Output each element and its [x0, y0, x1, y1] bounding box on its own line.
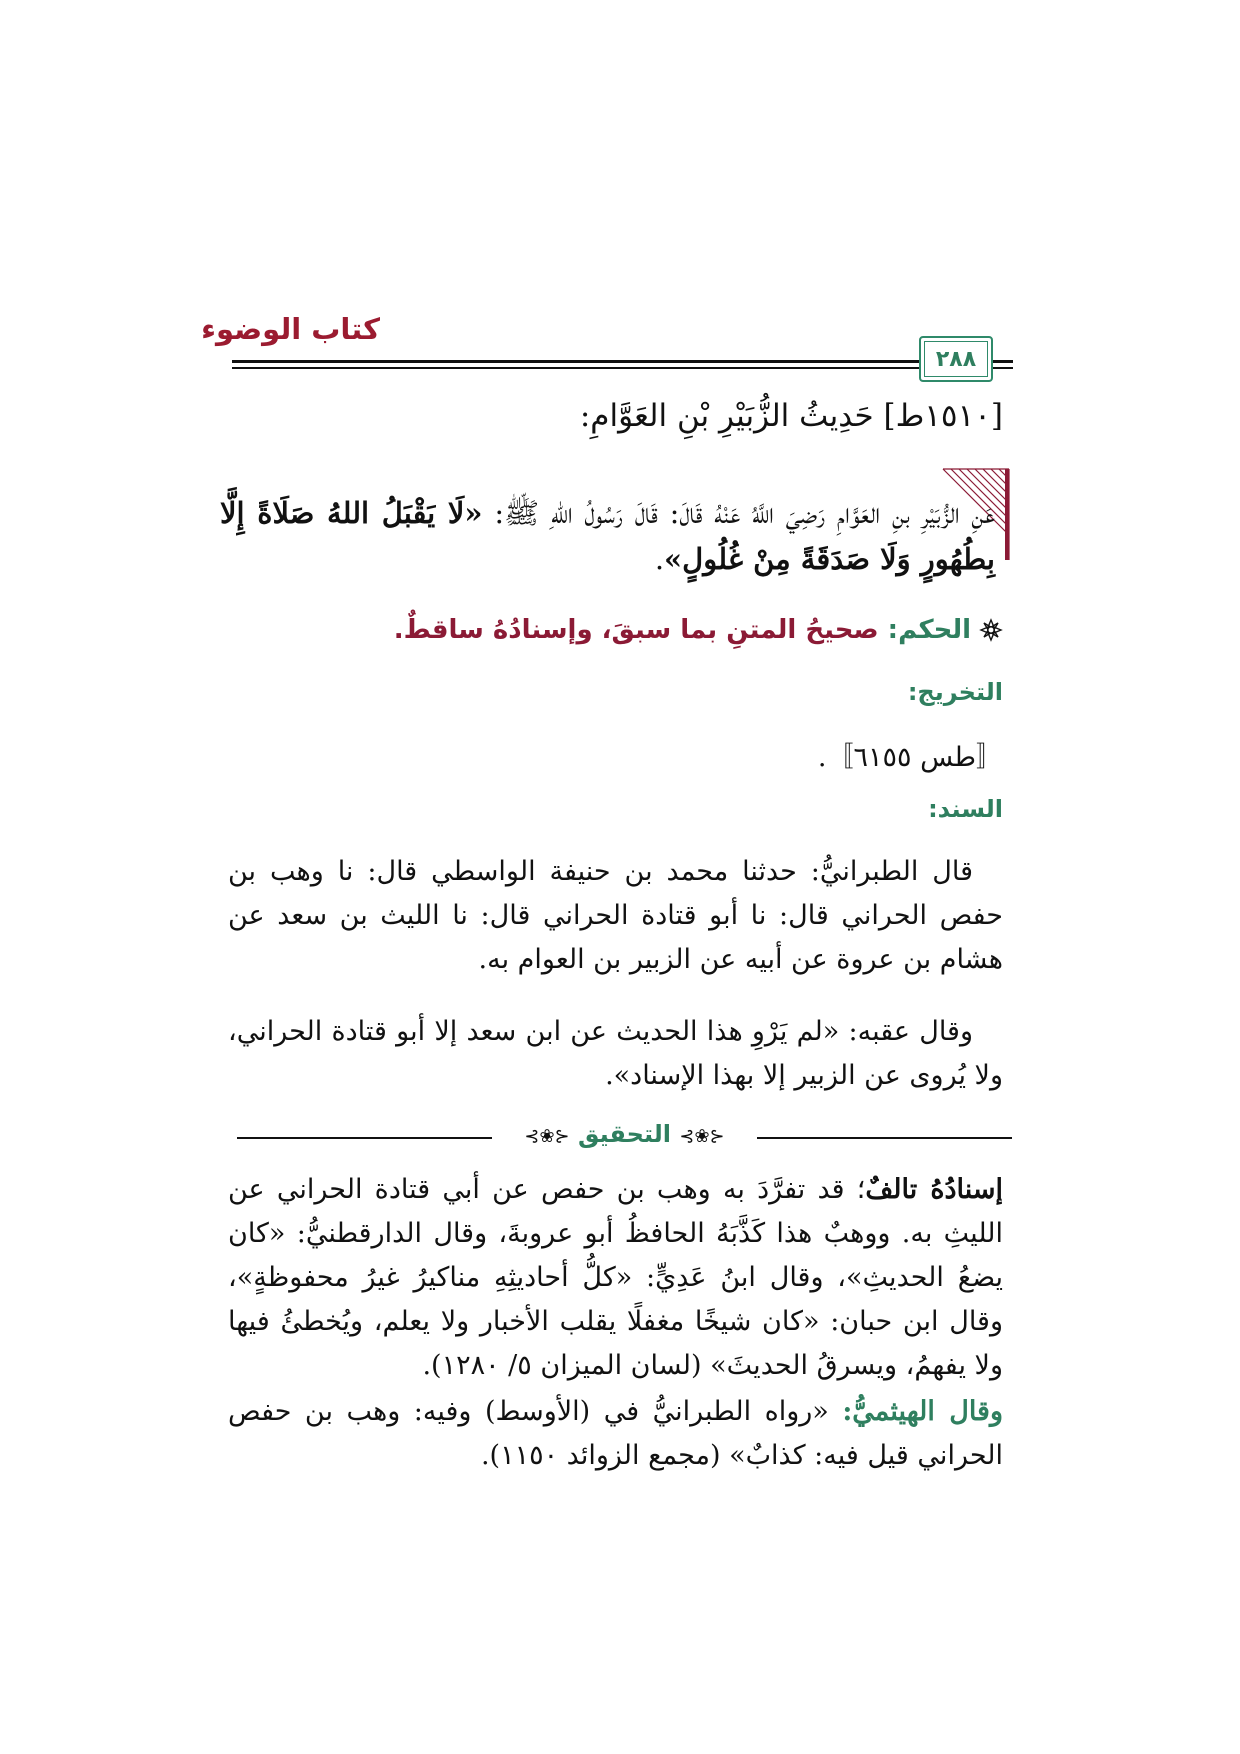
- haythami-lead: وقال الهيثميُّ:: [842, 1396, 1003, 1427]
- tahqiq-paragraph-2: [228, 1390, 1003, 1478]
- page-number: ٢٨٨: [935, 346, 977, 372]
- ruling: [394, 615, 1003, 645]
- header-rule: [232, 360, 1013, 363]
- hadith-narration: عَنِ الزُّبَيْرِ بنِ العَوَّامِ رَضِيَ اللَّهُ عَنْهُ قَالَ: قَالَ رَسُولُ اللهِ ﷺ:: [482, 496, 996, 530]
- tahqiq-paragraph-1: [228, 1168, 1003, 1388]
- sanad-heading: السند:: [928, 795, 1003, 823]
- ruling-value: صحيحُ المتنِ بما سبقَ، وإسنادُهُ ساقطٌ.: [393, 615, 879, 645]
- hadith-prophetic-words: «لَا يَقْبَلُ اللهُ صَلَاةً إِلَّا بِطُهُورٍ وَلَا صَدَقَةً مِنْ غُلُولٍ»: [220, 496, 995, 576]
- tahqiq-divider: [237, 1120, 1012, 1152]
- hadith-title-text: حَدِيثُ الزُّبَيْرِ بْنِ العَوَّامِ:: [579, 398, 874, 434]
- tahqiq-paragraph-1-text: ؛ قد تفرَّدَ به وهب بن حفص عن أبي قتادة الحراني عن الليثِ به. ووهبٌ هذا كَذَّبَهُ الحافظُ أبو عروبةَ، وقال الدارقطنيُّ: «كان يضعُ الحديثِ»، وقال ابنُ عَدِيٍّ: «كلُّ أحاديثِهِ مناكيرُ غيرُ محفوظةٍ»، وقال ابن حبان: «كان شيخًا مغفلًا يقلب الأخبار ولا يعلم، ويُخطئُ فيها ولا يفهمُ، ويسرقُ الحديثَ» (لسان الميزان ٥/ ١٢٨٠).: [228, 1174, 1003, 1381]
- ornament-right-icon: ⊰❀⊱: [679, 1126, 725, 1147]
- tahqiq-paragraph-2-text: «رواه الطبرانيُّ في (الأوسط) وفيه: وهب بن حفص الحراني قيل فيه: كذابٌ» (مجمع الزوائد ١١٥٠).: [228, 1396, 1003, 1471]
- takhrij-heading: التخريج:: [907, 678, 1003, 706]
- hadith-title: [580, 398, 1003, 434]
- sanad-paragraph-2: وقال عقبه: «لم يَرْوِ هذا الحديث عن ابن سعد إلا أبو قتادة الحراني، ولا يُروى عن الزبير إلا بهذا الإسناد».: [228, 1016, 1003, 1091]
- page-number-box: [919, 336, 993, 382]
- hadith-text: [220, 490, 995, 582]
- running-title: كتاب الوضوء: [201, 312, 380, 346]
- ornament-left-icon: ⊰❀⊱: [524, 1126, 570, 1147]
- flower-ornament-icon: [979, 618, 1003, 642]
- tahqiq-heading-wrap: [237, 1120, 1012, 1148]
- sanad-paragraph-1: قال الطبرانيُّ: حدثنا محمد بن حنيفة الواسطي قال: نا وهب بن حفص الحراني قال: نا أبو قتادة الحراني قال: نا الليث بن سعد عن هشام بن عروة عن أبيه عن الزبير بن العوام به.: [228, 856, 1003, 975]
- tahqiq-heading: التحقيق: [577, 1120, 672, 1148]
- header-rule-thin: [232, 367, 1013, 369]
- takhrij-reference: 〚طس ٦١٥٥〛.: [817, 742, 1003, 773]
- hadith-tail: .: [654, 542, 665, 576]
- hadith-number: [١٥١٠ط]: [883, 398, 1003, 434]
- ruling-label: الحكم:: [887, 615, 971, 645]
- tahqiq-verdict: إسنادُهُ تالفٌ: [865, 1174, 1003, 1205]
